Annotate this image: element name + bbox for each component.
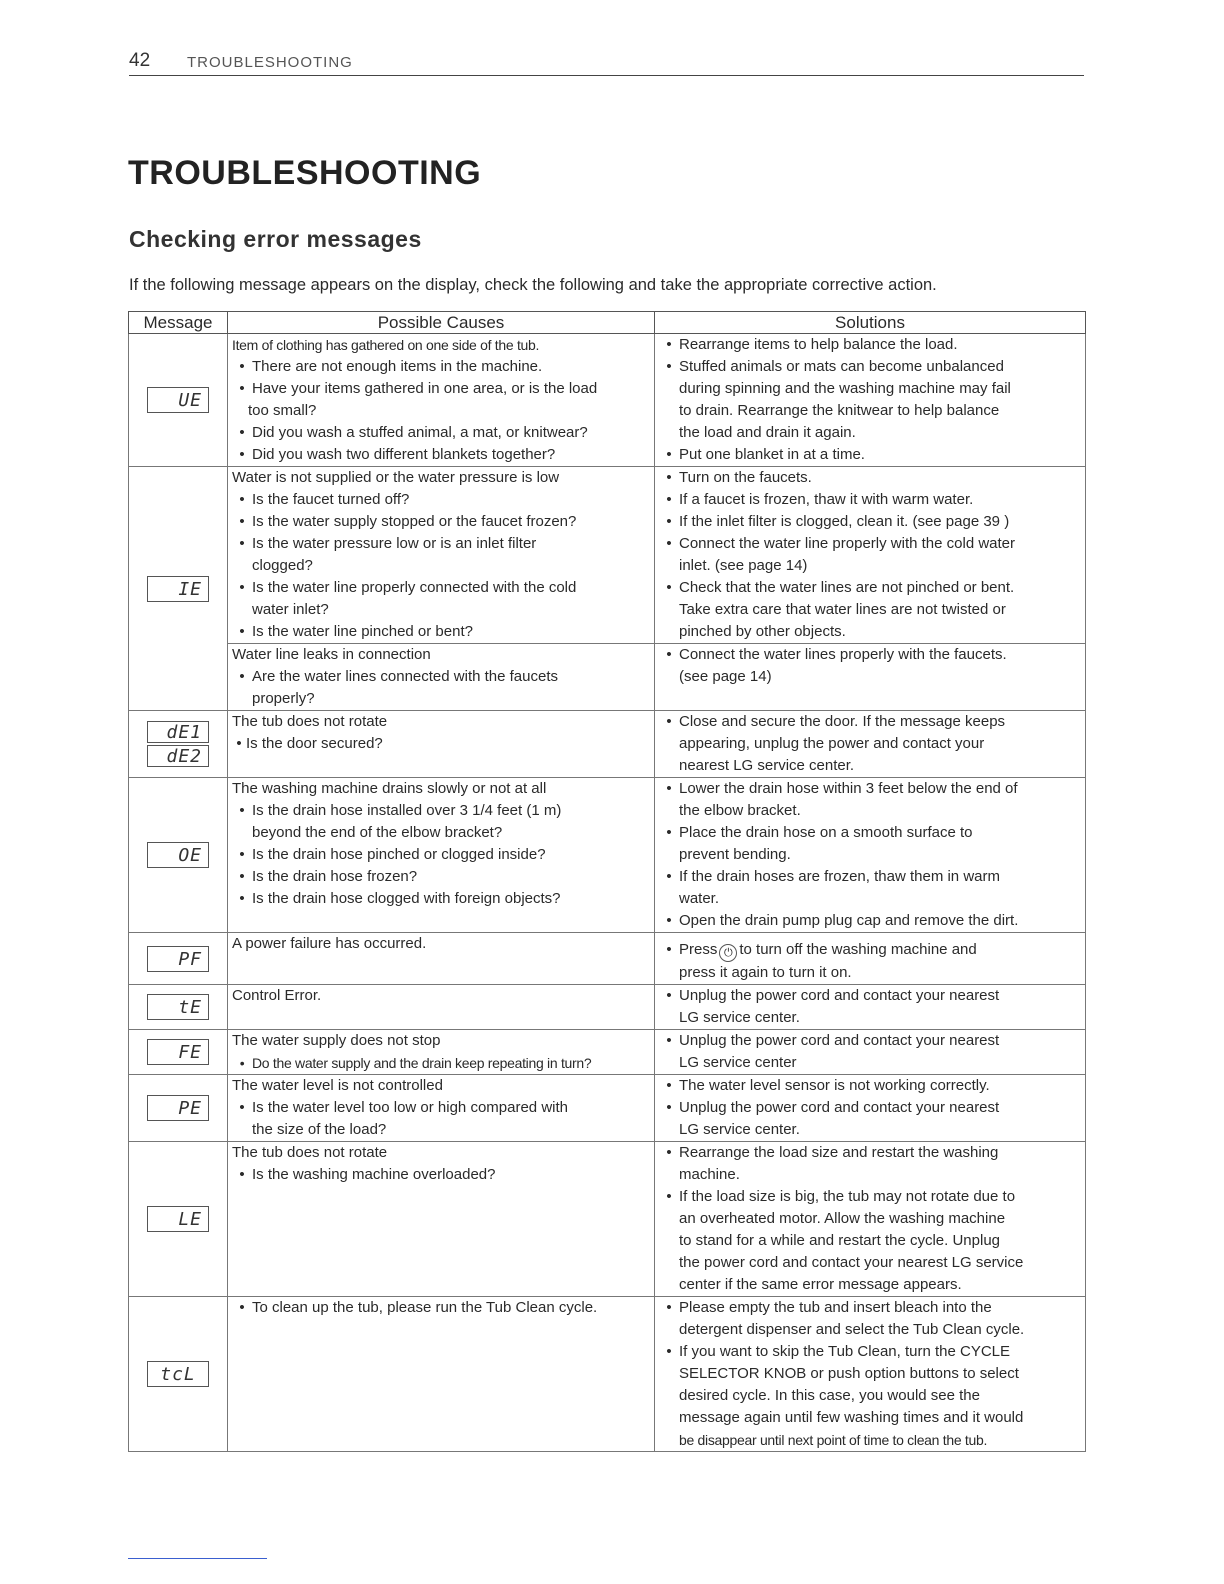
cause-item: • Did you wash a stuffed animal, a mat, or knitwear? [232, 422, 650, 444]
solution-item-continued: LG service center [679, 1054, 797, 1071]
table-row [129, 1297, 1086, 1452]
solution-item-continued: desired cycle. In this case, you would see the [679, 1387, 980, 1404]
solutions-cell [655, 933, 1086, 985]
solutions-cell [655, 1142, 1086, 1297]
solutions-cell [655, 711, 1086, 778]
error-code-tcl: tcL [147, 1361, 209, 1387]
solution-item-continued: an overheated motor. Allow the washing machine [679, 1210, 1006, 1227]
cause-item: • Is the drain hose installed over 3 1/4 feet (1 m) [232, 800, 650, 822]
cause-item: • Have your items gathered in one area, or is the load [232, 378, 650, 400]
error-code-ie: IE [147, 576, 209, 602]
solution-item-continued: LG service center. [679, 1121, 800, 1138]
section-subtitle: Checking error messages [129, 226, 422, 252]
solution-text: to turn off the washing machine and [739, 941, 977, 958]
solution-item-continued: center if the same error message appears. [679, 1276, 962, 1293]
cause-item: • Is the door secured? [232, 733, 650, 755]
cause-heading: The tub does not rotate [232, 713, 388, 730]
table-row [129, 933, 1086, 985]
table-row [129, 1075, 1086, 1142]
cause-heading: The tub does not rotate [232, 1144, 388, 1161]
solution-item-continued: during spinning and the washing machine may fail [679, 380, 1011, 397]
message-cell [129, 1075, 228, 1142]
solution-item-continued: the load and drain it again. [679, 424, 856, 441]
table-row [129, 644, 1086, 711]
solution-item-continued: the power cord and contact your nearest LG service [679, 1254, 1024, 1271]
solutions-cell [655, 1030, 1086, 1075]
error-code-te: tE [147, 994, 209, 1020]
cause-item-continued: too small? [248, 402, 317, 419]
solution-item-continued: (see page 14) [679, 668, 772, 685]
solution-item-continued: water. [679, 890, 720, 907]
error-code-ue: UE [147, 387, 209, 413]
message-cell [129, 1142, 228, 1297]
cause-heading: Water is not supplied or the water pressure is low [232, 469, 560, 486]
table-row [129, 467, 1086, 644]
solution-item: • Place the drain hose on a smooth surface to [659, 822, 1081, 844]
error-code-de1: dE1 [147, 721, 209, 743]
error-code-pf: PF [147, 946, 209, 972]
solution-item-continued: to stand for a while and restart the cycle. Unplug [679, 1232, 1001, 1249]
table-row [129, 1030, 1086, 1075]
cause-heading: The water level is not controlled [232, 1077, 443, 1094]
causes-cell [228, 1142, 655, 1297]
causes-cell [228, 711, 655, 778]
solution-item: • Turn on the faucets. [659, 467, 1081, 489]
table-row [129, 778, 1086, 933]
solution-item: • If the drain hoses are frozen, thaw them in warm [659, 866, 1081, 888]
page-title: TROUBLESHOOTING [128, 154, 482, 192]
solution-item: • If a faucet is frozen, thaw it with warm water. [659, 489, 1081, 511]
cause-item: • Is the water pressure low or is an inlet filter [232, 533, 650, 555]
solution-item: • If the inlet filter is clogged, clean it. (see page 39 ) [659, 511, 1081, 533]
message-cell [129, 467, 228, 711]
section-label: TROUBLESHOOTING [187, 54, 353, 71]
cause-item: • To clean up the tub, please run the Tub Clean cycle. [232, 1297, 650, 1319]
header-possible-causes: Possible Causes [228, 312, 655, 334]
table-row [129, 334, 1086, 467]
solution-item-continued: pinched by other objects. [679, 623, 846, 640]
solution-item: • If you want to skip the Tub Clean, turn the CYCLE [659, 1341, 1081, 1363]
solution-item: • Unplug the power cord and contact your nearest [659, 985, 1081, 1007]
solution-item-continued: be disappear until next point of time to clean the tub. [679, 1432, 988, 1448]
message-cell [129, 711, 228, 778]
solutions-cell [655, 334, 1086, 467]
cause-item: • Is the washing machine overloaded? [232, 1164, 650, 1186]
error-code-pe: PE [147, 1095, 209, 1121]
causes-cell [228, 1075, 655, 1142]
causes-cell [228, 1297, 655, 1452]
cause-item: • Is the water line properly connected with the cold [232, 577, 650, 599]
causes-cell [228, 334, 655, 467]
page-number: 42 [129, 50, 151, 71]
message-cell [129, 933, 228, 985]
solution-item: • Stuffed animals or mats can become unbalanced [659, 356, 1081, 378]
header-message: Message [129, 312, 228, 334]
table-header-row [129, 312, 1086, 334]
solution-item: • The water level sensor is not working correctly. [659, 1075, 1081, 1097]
cause-item: • There are not enough items in the machine. [232, 356, 650, 378]
cause-item: • Is the drain hose clogged with foreign objects? [232, 888, 650, 910]
solution-item: • Connect the water lines properly with the faucets. [659, 644, 1081, 666]
cause-item: • Are the water lines connected with the faucets [232, 666, 650, 688]
table-row [129, 985, 1086, 1030]
cause-heading: Control Error. [232, 987, 322, 1004]
cause-item-continued: clogged? [252, 557, 313, 574]
cause-item-continued: beyond the end of the elbow bracket? [252, 824, 503, 841]
cause-heading: A power failure has occurred. [232, 935, 427, 952]
solution-item-continued: press it again to turn it on. [679, 964, 852, 981]
causes-cell [228, 1030, 655, 1075]
solution-item-continued: detergent dispenser and select the Tub Clean cycle. [679, 1321, 1025, 1338]
intro-text: If the following message appears on the display, check the following and take the appropriate corrective action. [129, 276, 937, 294]
solutions-cell [655, 467, 1086, 644]
page-header [129, 50, 1084, 76]
press-label: Press [679, 941, 718, 958]
causes-cell [228, 644, 655, 711]
causes-cell [228, 467, 655, 644]
cause-item: • Is the water supply stopped or the faucet frozen? [232, 511, 650, 533]
solutions-cell [655, 1297, 1086, 1452]
message-cell [129, 1297, 228, 1452]
solution-item-continued: the elbow bracket. [679, 802, 801, 819]
cause-item-continued: water inlet? [252, 601, 329, 618]
solution-item: • Rearrange items to help balance the load. [659, 334, 1081, 356]
cause-item: • Do the water supply and the drain keep repeating in turn? [232, 1052, 650, 1074]
header-solutions: Solutions [655, 312, 1086, 334]
solution-item: • Please empty the tub and insert bleach into the [659, 1297, 1081, 1319]
solution-item-continued: LG service center. [679, 1009, 800, 1026]
solutions-cell [655, 985, 1086, 1030]
cause-item: • Is the drain hose frozen? [232, 866, 650, 888]
solution-item-continued: appearing, unplug the power and contact your [679, 735, 985, 752]
cause-item: • Is the drain hose pinched or clogged inside? [232, 844, 650, 866]
solution-item-continued: prevent bending. [679, 846, 791, 863]
solution-item-continued: message again until few washing times and it would [679, 1409, 1024, 1426]
error-code-oe: OE [147, 842, 209, 868]
cause-item: • Is the faucet turned off? [232, 489, 650, 511]
error-code-le: LE [147, 1206, 209, 1232]
error-code-fe: FE [147, 1039, 209, 1065]
table-row [129, 711, 1086, 778]
causes-cell [228, 778, 655, 933]
solution-item-continued: inlet. (see page 14) [679, 557, 808, 574]
solution-item-continued: SELECTOR KNOB or push option buttons to select [679, 1365, 1019, 1382]
message-cell [129, 985, 228, 1030]
solution-item-continued: nearest LG service center. [679, 757, 855, 774]
solution-item [659, 939, 1081, 962]
solution-item: • Check that the water lines are not pinched or bent. [659, 577, 1081, 599]
causes-cell [228, 933, 655, 985]
cause-item: • Is the water level too low or high compared with [232, 1097, 650, 1119]
table-row [129, 1142, 1086, 1297]
solution-item: • If the load size is big, the tub may not rotate due to [659, 1186, 1081, 1208]
solution-item: • Unplug the power cord and contact your nearest [659, 1097, 1081, 1119]
footer-rule [128, 1558, 267, 1559]
solutions-cell [655, 778, 1086, 933]
cause-heading: Item of clothing has gathered on one side of the tub. [232, 337, 540, 353]
solutions-cell [655, 1075, 1086, 1142]
cause-heading: Water line leaks in connection [232, 646, 431, 663]
solution-item-continued: machine. [679, 1166, 740, 1183]
power-icon: ⏻ [719, 944, 737, 962]
solution-item: • Connect the water line properly with the cold water [659, 533, 1081, 555]
message-cell [129, 778, 228, 933]
cause-item-continued: the size of the load? [252, 1121, 387, 1138]
solution-item: • Unplug the power cord and contact your nearest [659, 1030, 1081, 1052]
error-messages-table [128, 311, 1086, 1452]
solution-item: • Rearrange the load size and restart the washing [659, 1142, 1081, 1164]
causes-cell [228, 985, 655, 1030]
solution-item: • Close and secure the door. If the message keeps [659, 711, 1081, 733]
message-cell [129, 1030, 228, 1075]
solution-item: • Lower the drain hose within 3 feet below the end of [659, 778, 1081, 800]
cause-heading: The washing machine drains slowly or not at all [232, 780, 547, 797]
cause-item: • Did you wash two different blankets together? [232, 444, 650, 466]
cause-heading: The water supply does not stop [232, 1032, 441, 1049]
error-code-de2: dE2 [147, 745, 209, 767]
solution-item-continued: Take extra care that water lines are not twisted or [679, 601, 1006, 618]
solution-item: • Put one blanket in at a time. [659, 444, 1081, 466]
solutions-cell [655, 644, 1086, 711]
message-cell [129, 334, 228, 467]
solution-item-continued: to drain. Rearrange the knitwear to help balance [679, 402, 1000, 419]
solution-item: • Open the drain pump plug cap and remove the dirt. [659, 910, 1081, 932]
cause-item: • Is the water line pinched or bent? [232, 621, 650, 643]
cause-item-continued: properly? [252, 690, 315, 707]
